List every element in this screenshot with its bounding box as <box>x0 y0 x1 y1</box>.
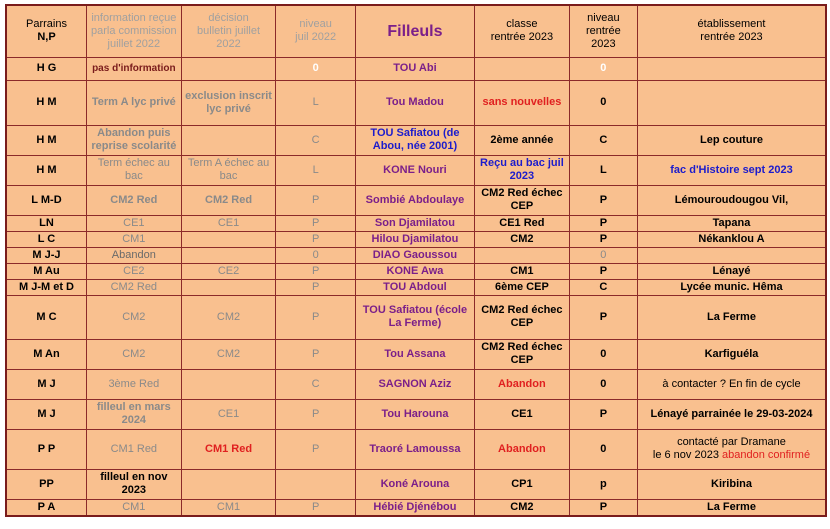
cell-classe[interactable]: CE1 Red <box>475 215 570 231</box>
cell-decision[interactable]: CM2 <box>181 295 276 339</box>
cell-niveau[interactable]: P <box>276 295 355 339</box>
cell-parrain[interactable]: M An <box>6 339 86 369</box>
cell-niveau-2023[interactable]: p <box>569 469 637 499</box>
cell-parrain[interactable]: M J <box>6 399 86 429</box>
cell-filleul[interactable]: Son Djamilatou <box>355 215 474 231</box>
cell-decision[interactable]: CM2 <box>181 339 276 369</box>
cell-decision[interactable] <box>181 125 276 155</box>
cell-etablissement[interactable]: Lémouroudougou Vil, <box>637 185 826 215</box>
cell-classe[interactable]: CM2 Red échec CEP <box>475 339 570 369</box>
cell-etablissement[interactable]: Nékanklou A <box>637 231 826 247</box>
cell-classe[interactable]: 2ème année <box>475 125 570 155</box>
cell-classe[interactable]: CE1 <box>475 399 570 429</box>
cell-info[interactable]: CE1 <box>86 215 181 231</box>
cell-niveau-2023[interactable]: P <box>569 185 637 215</box>
cell-niveau-2023[interactable]: 0 <box>569 80 637 125</box>
cell-decision[interactable]: CM1 Red <box>181 429 276 469</box>
cell-classe[interactable]: CM2 <box>475 231 570 247</box>
cell-niveau-2023[interactable]: P <box>569 399 637 429</box>
cell-classe[interactable] <box>475 57 570 80</box>
cell-niveau[interactable]: 0 <box>276 57 355 80</box>
cell-etablissement[interactable]: Lycée munic. Hêma <box>637 279 826 295</box>
cell-decision[interactable] <box>181 469 276 499</box>
cell-filleul[interactable]: Tou Harouna <box>355 399 474 429</box>
cell-info[interactable]: CE2 <box>86 263 181 279</box>
cell-niveau[interactable]: P <box>276 429 355 469</box>
cell-niveau[interactable]: P <box>276 279 355 295</box>
cell-classe[interactable]: sans nouvelles <box>475 80 570 125</box>
cell-parrain[interactable]: LN <box>6 215 86 231</box>
table-row <box>6 295 826 339</box>
header-info[interactable]: information reçue parla commission juillet 2022 <box>86 5 181 57</box>
cell-parrain[interactable]: PP <box>6 469 86 499</box>
table-row <box>6 399 826 429</box>
cell-niveau[interactable]: 0 <box>276 247 355 263</box>
cell-niveau-2023[interactable]: P <box>569 295 637 339</box>
cell-niveau[interactable] <box>276 469 355 499</box>
table-row <box>6 279 826 295</box>
cell-decision[interactable]: CM2 Red <box>181 185 276 215</box>
table-row <box>6 215 826 231</box>
cell-etablissement[interactable]: contacté par Dramane le 6 nov 2023 abandon confirmé <box>637 429 826 469</box>
cell-decision[interactable]: Term A échec au bac <box>181 155 276 185</box>
spreadsheet-table <box>5 4 827 517</box>
cell-niveau-2023[interactable]: 0 <box>569 339 637 369</box>
cell-filleul[interactable]: Sombié Abdoulaye <box>355 185 474 215</box>
cell-niveau[interactable]: P <box>276 399 355 429</box>
cell-parrain[interactable]: P P <box>6 429 86 469</box>
cell-info[interactable]: CM1 <box>86 231 181 247</box>
cell-niveau[interactable]: P <box>276 215 355 231</box>
cell-filleul[interactable]: SAGNON Aziz <box>355 369 474 399</box>
table-row <box>6 429 826 469</box>
cell-etablissement[interactable]: Kiribina <box>637 469 826 499</box>
cell-filleul[interactable]: Koné Arouna <box>355 469 474 499</box>
cell-etablissement[interactable]: Lénayé parrainée le 29-03-2024 <box>637 399 826 429</box>
cell-etablissement[interactable]: à contacter ? En fin de cycle <box>637 369 826 399</box>
table-row <box>6 263 826 279</box>
table-row <box>6 469 826 499</box>
cell-classe[interactable]: CM2 Red échec CEP <box>475 295 570 339</box>
cell-classe[interactable]: CM2 <box>475 499 570 516</box>
header-niveau-2022[interactable]: niveau juil 2022 <box>276 5 355 57</box>
cell-classe[interactable]: Reçu au bac juil 2023 <box>475 155 570 185</box>
cell-parrain[interactable]: M C <box>6 295 86 339</box>
table-row <box>6 80 826 125</box>
cell-info[interactable]: filleul en mars 2024 <box>86 399 181 429</box>
cell-niveau-2023[interactable]: C <box>569 279 637 295</box>
cell-niveau-2023[interactable]: C <box>569 125 637 155</box>
cell-info[interactable]: filleul en nov 2023 <box>86 469 181 499</box>
cell-parrain[interactable]: M J-J <box>6 247 86 263</box>
cell-info[interactable]: CM1 <box>86 499 181 516</box>
cell-filleul[interactable]: KONE Nouri <box>355 155 474 185</box>
cell-filleul[interactable]: TOU Abi <box>355 57 474 80</box>
table-row <box>6 499 826 516</box>
cell-classe[interactable]: CM1 <box>475 263 570 279</box>
cell-decision[interactable]: CM1 <box>181 499 276 516</box>
cell-etablissement[interactable] <box>637 247 826 263</box>
table-row <box>6 231 826 247</box>
cell-etablissement[interactable]: Lénayé <box>637 263 826 279</box>
cell-etablissement[interactable]: Lep couture <box>637 125 826 155</box>
cell-niveau-2023[interactable]: P <box>569 231 637 247</box>
table-row <box>6 369 826 399</box>
cell-niveau-2023[interactable]: 0 <box>569 429 637 469</box>
table-row <box>6 247 826 263</box>
cell-niveau[interactable]: L <box>276 155 355 185</box>
cell-filleul[interactable]: KONE Awa <box>355 263 474 279</box>
table-row <box>6 185 826 215</box>
cell-info[interactable]: Abandon <box>86 247 181 263</box>
cell-etablissement[interactable]: Karfiguéla <box>637 339 826 369</box>
header-decision[interactable]: décision bulletin juillet 2022 <box>181 5 276 57</box>
cell-niveau[interactable]: C <box>276 369 355 399</box>
cell-filleul[interactable]: Tou Assana <box>355 339 474 369</box>
cell-niveau[interactable]: P <box>276 339 355 369</box>
cell-parrain[interactable]: M Au <box>6 263 86 279</box>
table-row <box>6 155 826 185</box>
cell-filleul[interactable]: Hébié Djénébou <box>355 499 474 516</box>
cell-info[interactable]: CM2 Red <box>86 279 181 295</box>
table-row <box>6 125 826 155</box>
cell-decision[interactable] <box>181 369 276 399</box>
cell-etablissement[interactable] <box>637 80 826 125</box>
cell-info[interactable]: pas d'information <box>86 57 181 80</box>
cell-niveau-2023[interactable]: P <box>569 499 637 516</box>
cell-decision[interactable] <box>181 279 276 295</box>
cell-classe[interactable]: 6ème CEP <box>475 279 570 295</box>
cell-filleul[interactable]: TOU Abdoul <box>355 279 474 295</box>
cell-filleul[interactable]: Traoré Lamoussa <box>355 429 474 469</box>
header-row <box>6 5 826 57</box>
cell-classe[interactable]: CP1 <box>475 469 570 499</box>
cell-info[interactable]: CM2 Red <box>86 185 181 215</box>
cell-filleul[interactable]: DIAO Gaoussou <box>355 247 474 263</box>
header-etablissement[interactable]: établissement rentrée 2023 <box>637 5 826 57</box>
cell-filleul[interactable]: TOU Safiatou (école La Ferme) <box>355 295 474 339</box>
cell-niveau[interactable]: L <box>276 80 355 125</box>
cell-info[interactable]: Abandon puis reprise scolarité <box>86 125 181 155</box>
cell-etablissement[interactable]: La Ferme <box>637 295 826 339</box>
cell-filleul[interactable]: Tou Madou <box>355 80 474 125</box>
cell-parrain[interactable]: M J <box>6 369 86 399</box>
cell-niveau[interactable]: P <box>276 185 355 215</box>
cell-info[interactable]: Term A lyc privé <box>86 80 181 125</box>
table-row <box>6 339 826 369</box>
cell-niveau-2023[interactable]: 0 <box>569 247 637 263</box>
cell-info[interactable]: CM1 Red <box>86 429 181 469</box>
cell-niveau-2023[interactable]: 0 <box>569 369 637 399</box>
cell-parrain[interactable]: P A <box>6 499 86 516</box>
cell-decision[interactable] <box>181 247 276 263</box>
cell-info[interactable]: CM2 <box>86 295 181 339</box>
cell-classe[interactable]: CM2 Red échec CEP <box>475 185 570 215</box>
cell-filleul[interactable]: Hilou Djamilatou <box>355 231 474 247</box>
cell-decision[interactable] <box>181 231 276 247</box>
cell-niveau[interactable]: C <box>276 125 355 155</box>
cell-niveau[interactable]: P <box>276 499 355 516</box>
cell-parrain[interactable]: M J-M et D <box>6 279 86 295</box>
cell-info[interactable]: CM2 <box>86 339 181 369</box>
cell-parrain[interactable]: H M <box>6 155 86 185</box>
cell-etablissement[interactable]: La Ferme <box>637 499 826 516</box>
table-row <box>6 57 826 80</box>
cell-parrain[interactable]: H M <box>6 80 86 125</box>
cell-niveau[interactable]: P <box>276 231 355 247</box>
cell-niveau-2023[interactable]: 0 <box>569 57 637 80</box>
cell-decision[interactable] <box>181 57 276 80</box>
cell-info[interactable]: 3ème Red <box>86 369 181 399</box>
cell-parrain[interactable]: H M <box>6 125 86 155</box>
cell-decision[interactable]: CE1 <box>181 215 276 231</box>
header-classe[interactable]: classe rentrée 2023 <box>475 5 570 57</box>
cell-etablissement[interactable]: fac d'Histoire sept 2023 <box>637 155 826 185</box>
header-filleuls[interactable]: Filleuls <box>355 5 474 57</box>
cell-niveau-2023[interactable]: L <box>569 155 637 185</box>
cell-etablissement[interactable]: Tapana <box>637 215 826 231</box>
cell-info[interactable]: Term échec au bac <box>86 155 181 185</box>
cell-decision[interactable]: CE2 <box>181 263 276 279</box>
header-niveau-2023[interactable]: niveau rentrée 2023 <box>569 5 637 57</box>
cell-decision[interactable]: CE1 <box>181 399 276 429</box>
cell-parrain[interactable]: L M-D <box>6 185 86 215</box>
cell-classe[interactable]: Abandon <box>475 369 570 399</box>
cell-parrain[interactable]: H G <box>6 57 86 80</box>
cell-niveau-2023[interactable]: P <box>569 263 637 279</box>
cell-etablissement[interactable] <box>637 57 826 80</box>
cell-decision[interactable]: exclusion inscrit lyc privé <box>181 80 276 125</box>
cell-classe[interactable] <box>475 247 570 263</box>
cell-niveau-2023[interactable]: P <box>569 215 637 231</box>
header-parrains[interactable]: Parrains N,P <box>6 5 86 57</box>
cell-filleul[interactable]: TOU Safiatou (de Abou, née 2001) <box>355 125 474 155</box>
cell-classe[interactable]: Abandon <box>475 429 570 469</box>
cell-parrain[interactable]: L C <box>6 231 86 247</box>
cell-niveau[interactable]: P <box>276 263 355 279</box>
